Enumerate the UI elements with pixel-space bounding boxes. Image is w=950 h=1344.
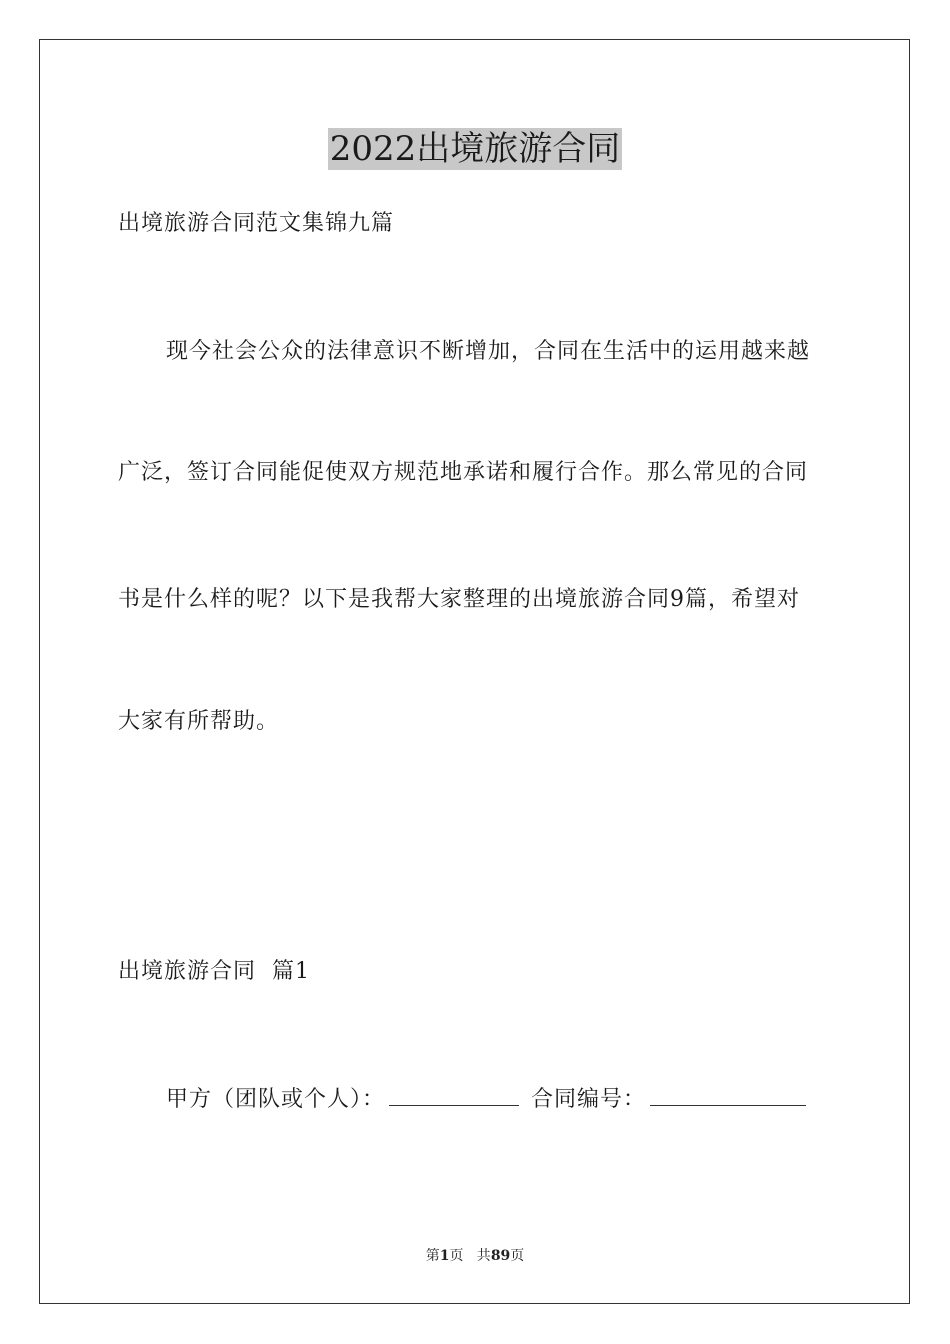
paragraph-line-1: 现今社会公众的法律意识不断增加，合同在生活中的运用越来越 xyxy=(166,339,811,364)
paragraph-line-2: 广泛，签订合同能促使双方规范地承诺和履行合作。那么常见的合同 xyxy=(118,460,809,485)
document-subtitle: 出境旅游合同范文集锦九篇 xyxy=(118,211,395,236)
footer-suffix: 页 xyxy=(510,1248,525,1264)
party-line xyxy=(166,1083,806,1115)
footer-page-current: 1 xyxy=(439,1248,450,1264)
contract-no-blank xyxy=(650,1083,806,1106)
title-container xyxy=(0,128,950,170)
footer-page-total: 89 xyxy=(490,1248,511,1264)
paragraph-line-3: 书是什么样的呢？以下是我帮大家整理的出境旅游合同9篇，希望对 xyxy=(118,587,800,612)
party-a-label: 甲方（团队或个人）： xyxy=(166,1087,386,1112)
section-heading-text: 出境旅游合同 篇1 xyxy=(118,959,310,984)
footer-mid: 页 共 xyxy=(449,1248,491,1264)
footer-prefix: 第 xyxy=(425,1248,440,1264)
document-title: 2022出境旅游合同 xyxy=(329,129,621,169)
section-heading xyxy=(118,957,310,987)
contract-no-label: 合同编号： xyxy=(531,1087,647,1112)
paragraph-line-4: 大家有所帮助。 xyxy=(118,709,280,734)
party-a-blank xyxy=(389,1083,519,1106)
page-footer xyxy=(0,1246,950,1266)
